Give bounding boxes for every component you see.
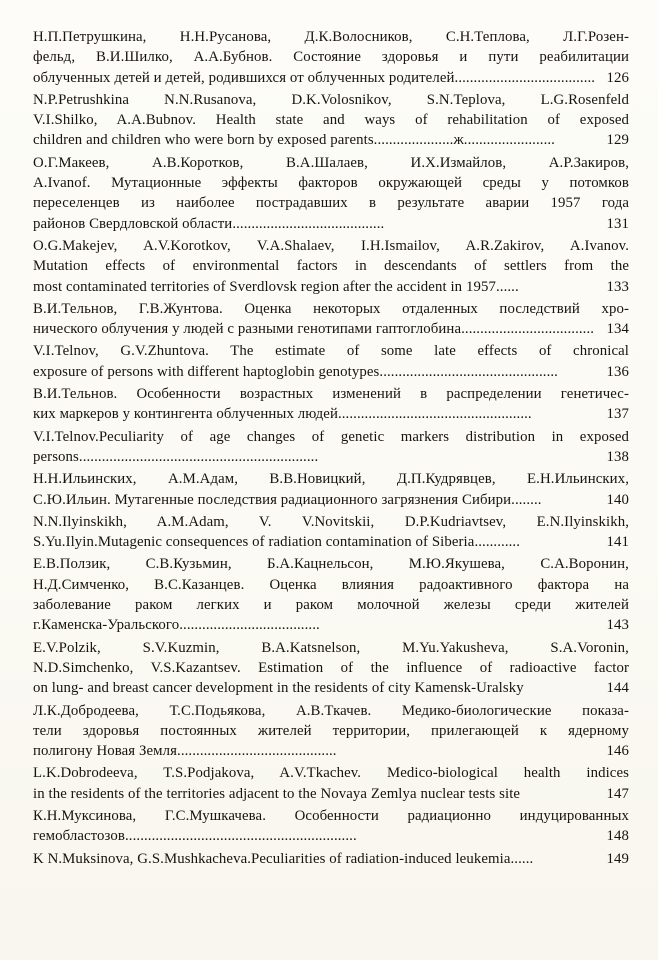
toc-entry-last-line (33, 404, 629, 424)
page-number: 141 (606, 534, 629, 551)
page-number: 149 (606, 850, 629, 867)
toc-entry-text: on lung- and breast cancer development in the residents of city Kamensk-Uralsky (33, 680, 524, 697)
toc-entry-last-line (33, 678, 629, 698)
toc-entry-line: A.Ivanof. Мутационные эффекты факторов окружающей среды у потомков (33, 175, 629, 192)
page-number: 144 (606, 680, 629, 697)
toc-entry-last-line (33, 741, 629, 761)
toc-entry-text: in the residents of the territories adjacent to the Novaya Zemlya nuclear tests site (33, 785, 521, 802)
page-number: 147 (606, 785, 629, 802)
toc-entry (33, 299, 629, 340)
toc-entry-text: S.Yu.Ilyin.Mutagenic consequences of radiation contamination of Siberia............ (33, 534, 521, 551)
toc-entry-last-line (33, 319, 629, 339)
page-number: 146 (606, 743, 629, 760)
toc-entry-last-line (33, 362, 629, 382)
toc-entry (33, 427, 629, 468)
toc-entry-line: N.D.Simchenko, V.S.Kazantsev. Estimation of the influence of radioactive factor (33, 659, 629, 676)
toc-entry (33, 90, 629, 151)
toc-entry-line: заболевание раком легких и раком молочной железы среди жителей (33, 597, 629, 614)
toc-entry-last-line (33, 277, 629, 297)
toc-entry-last-line (33, 68, 629, 88)
toc-entry (33, 701, 629, 762)
toc-entry-last-line (33, 490, 629, 510)
toc-entry (33, 554, 629, 635)
toc-entry-line: N.N.Ilyinskikh, A.M.Adam, V. V.Novitskii, D.P.Kudriavtsev, E.N.Ilyinskikh, (33, 513, 629, 530)
page-number: 138 (606, 448, 629, 465)
toc-entry (33, 469, 629, 510)
toc-entry-line: В.И.Тельнов, Г.В.Жунтова. Оценка некоторых отдаленных последствий хро- (33, 300, 629, 317)
toc-entry-last-line (33, 615, 629, 635)
toc-entry-line: О.Г.Макеев, А.В.Коротков, В.А.Шалаев, И.Х.Измайлов, А.Р.Закиров, (33, 154, 629, 171)
page-number: 136 (606, 363, 629, 380)
toc-entry-line: Н.Д.Симченко, В.С.Казанцев. Оценка влияния радоактивного фактора на (33, 576, 629, 593)
page-number: 134 (606, 321, 629, 338)
page-number: 143 (606, 617, 629, 634)
toc-entry-line: V.I.Telnov.Peculiarity of age changes of genetic markers distribution in exposed (33, 428, 629, 445)
toc-entry-line: Н.П.Петрушкина, Н.Н.Русанова, Д.К.Волосников, С.Н.Теплова, Л.Г.Розен- (33, 29, 629, 45)
page-number: 133 (606, 278, 629, 295)
toc-entry (33, 384, 629, 425)
toc-entry-line: O.G.Makejev, A.V.Korotkov, V.A.Shalaev, I.H.Ismailov, A.R.Zakirov, A.Ivanov. (33, 237, 629, 254)
toc-entry-line: Н.Н.Ильинских, А.М.Адам, В.В.Новицкий, Д.П.Кудрявцев, Е.Н.Ильинских, (33, 471, 629, 488)
toc-entry (33, 806, 629, 847)
page-number: 126 (606, 69, 629, 86)
toc-entry-line: переселенцев из наиболее пострадавших в результате аварии 1957 года (33, 195, 629, 212)
toc-entry-last-line (33, 826, 629, 846)
toc-entry-line: тели здоровья постоянных жителей территории, прилегающей к ядерному (33, 722, 629, 739)
toc-entry-text: ких маркеров у контингента облученных людей................................................... (33, 406, 532, 423)
toc-entry-text: exposure of persons with different haptoglobin genotypes............................................... (33, 363, 558, 380)
toc-entry-text: полигону Новая Земля.......................................... (33, 743, 337, 760)
toc-entry-text: облученных детей и детей, родившихся от облученных родителей..................................... (33, 69, 596, 86)
toc-entry-text: most contaminated territories of Sverdlovsk region after the accident in 1957...... (33, 278, 519, 295)
page-number: 148 (606, 828, 629, 845)
toc-entry-line: Л.К.Добродеева, Т.С.Подьякова, А.В.Ткачев. Медико-биологические показа- (33, 702, 629, 719)
toc-entry (33, 638, 629, 699)
toc-entry (33, 763, 629, 804)
toc-entry-text: persons............................................................... (33, 448, 319, 465)
toc-entry (33, 512, 629, 553)
toc-entry-last-line (33, 130, 629, 150)
toc-entry-last-line (33, 447, 629, 467)
table-of-contents (33, 27, 629, 869)
toc-entry (33, 236, 629, 297)
toc-entry-text: районов Свердловской области........................................ (33, 215, 385, 232)
toc-entry-text: children and children who were born by exposed parents.....................ж........................ (33, 132, 555, 149)
toc-entry-last-line (33, 532, 629, 552)
toc-entry-text: K N.Muksinova, G.S.Mushkacheva.Peculiarities of radiation-induced leukemia...... (33, 850, 534, 867)
toc-entry-last-line (33, 214, 629, 234)
toc-entry-line: E.V.Polzik, S.V.Kuzmin, B.A.Katsnelson, M.Yu.Yakusheva, S.A.Voronin, (33, 639, 629, 656)
toc-entry-last-line (33, 784, 629, 804)
toc-entry-line: К.Н.Муксинова, Г.С.Мушкачева. Особенности радиационно индуцированных (33, 807, 629, 824)
toc-entry-line: N.P.Petrushkina N.N.Rusanova, D.K.Volosnikov, S.N.Teplova, L.G.Rosenfeld (33, 91, 629, 108)
page-number: 137 (606, 406, 629, 423)
toc-entry-text: г.Каменска-Уральского..................................... (33, 617, 320, 634)
toc-entry-text: гемобластозов............................................................. (33, 828, 357, 845)
page-number: 129 (606, 132, 629, 149)
toc-entry-last-line (33, 849, 629, 869)
toc-entry-line: Е.В.Ползик, С.В.Кузьмин, Б.А.Кацнельсон, М.Ю.Якушева, С.А.Воронин, (33, 556, 629, 573)
toc-entry-line: V.I.Shilko, A.A.Bubnov. Health state and ways of rehabilitation of exposed (33, 112, 629, 129)
toc-entry-line: L.K.Dobrodeeva, T.S.Podjakova, A.V.Tkachev. Medico-biological health indices (33, 765, 629, 782)
toc-entry-line: В.И.Тельнов. Особенности возрастных изменений в распределении генетичес- (33, 386, 629, 403)
toc-entry-line: V.I.Telnov, G.V.Zhuntova. The estimate of some late effects of chronical (33, 343, 629, 360)
page-number: 131 (606, 215, 629, 232)
toc-entry-line: Mutation effects of environmental factors in descendants of settlers from the (33, 258, 629, 275)
toc-entry (33, 341, 629, 382)
toc-entry (33, 849, 629, 869)
toc-entry-text: С.Ю.Ильин. Мутагенные последствия радиационного загрязнения Сибири........ (33, 491, 542, 508)
toc-entry (33, 153, 629, 234)
toc-entry-line: фельд, В.И.Шилко, А.А.Бубнов. Состояние здоровья и пути реабилитации (33, 49, 629, 66)
toc-entry-text: нического облучения у людей с разными генотипами гаптоглобина................................... (33, 321, 595, 338)
toc-entry (33, 27, 629, 88)
page-number: 140 (606, 491, 629, 508)
